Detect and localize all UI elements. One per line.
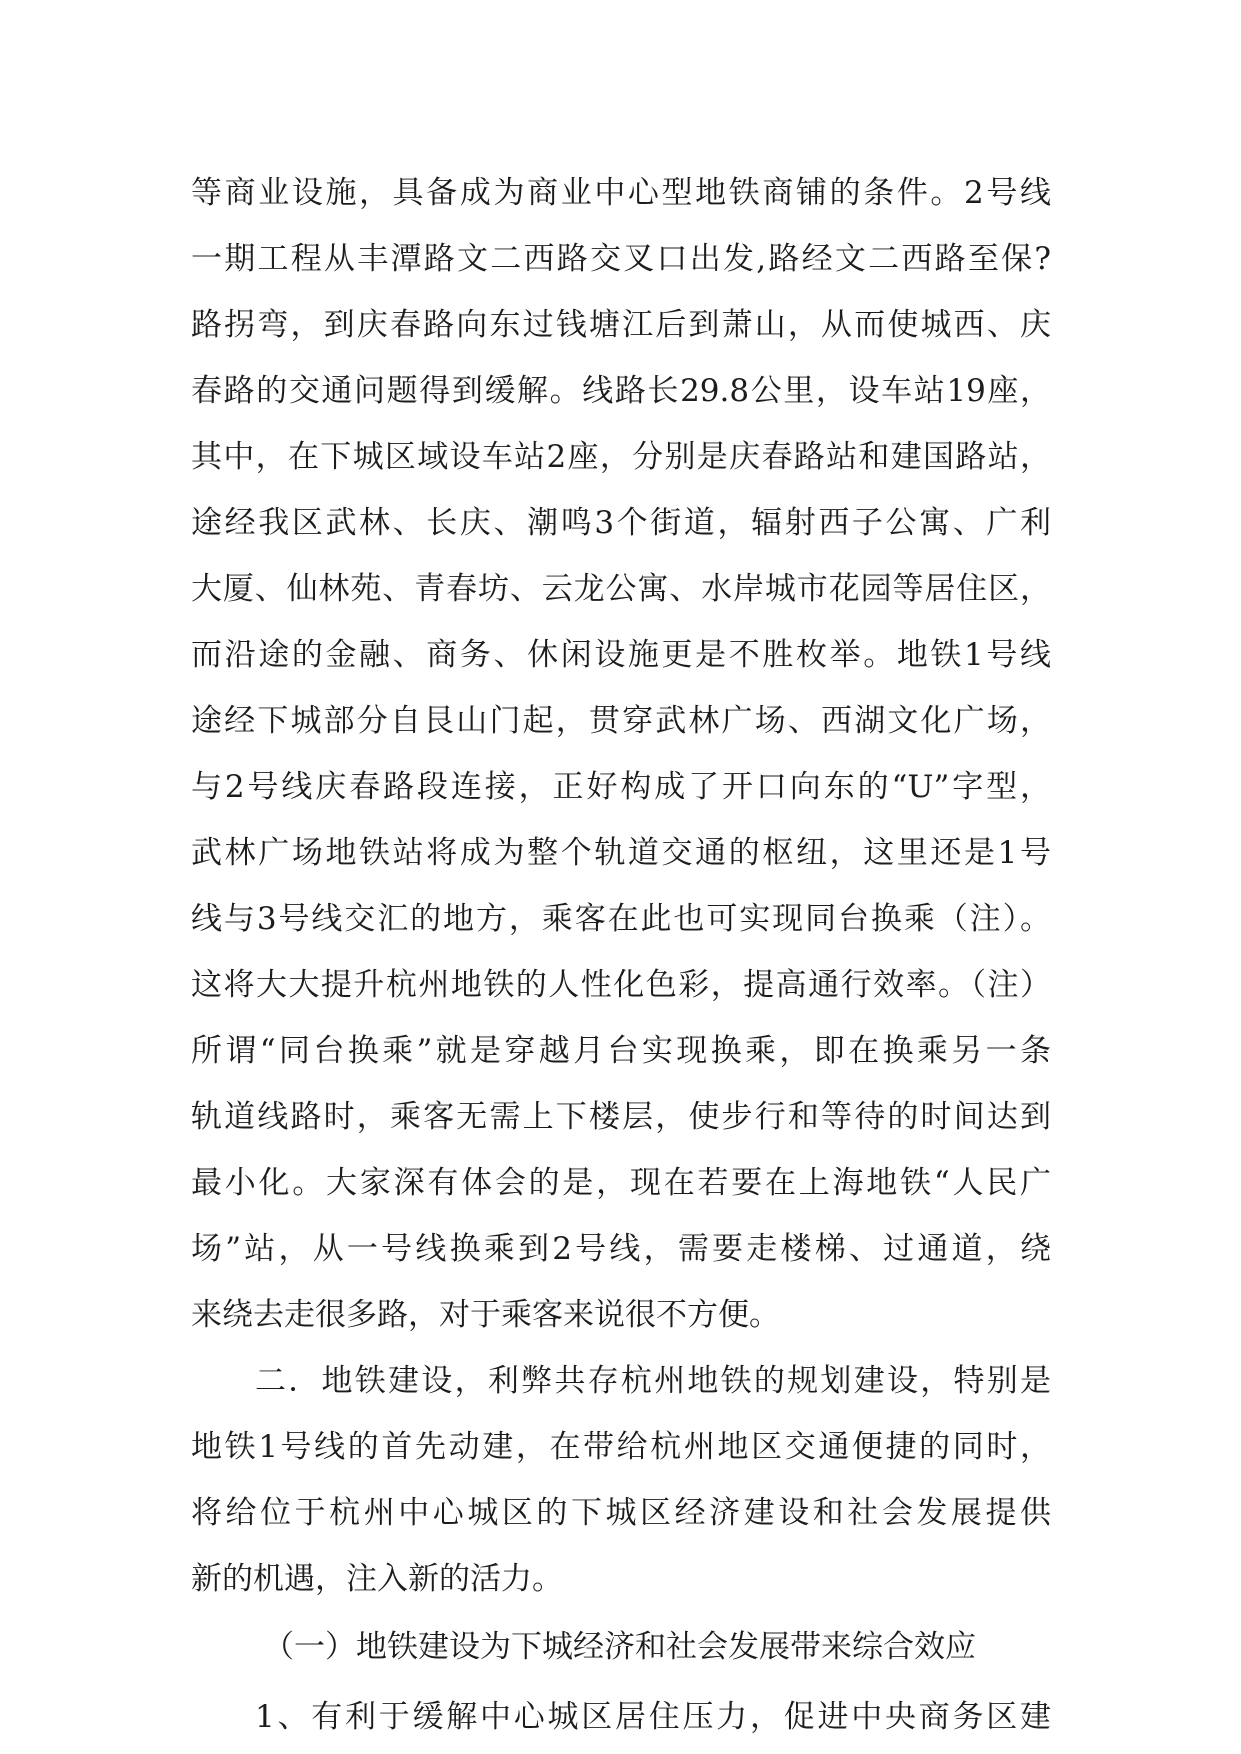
text-line: 将给位于杭州中心城区的下城区经济建设和社会发展提供 bbox=[191, 1495, 1051, 1531]
text-line: 与2号线庆春路段连接，正好构成了开口向东的“U”字型， bbox=[191, 769, 1051, 805]
text-line: 地铁1号线的首先动建，在带给杭州地区交通便捷的同时， bbox=[191, 1429, 1051, 1465]
section-heading: 二．地铁建设，利弊共存杭州地铁的规划建设，特别是 bbox=[255, 1363, 1051, 1399]
text-line: 等商业设施，具备成为商业中心型地铁商铺的条件。2号线 bbox=[191, 175, 1051, 211]
text-line: 所谓“同台换乘”就是穿越月台实现换乘，即在换乘另一条 bbox=[191, 1033, 1051, 1069]
text-line: 这将大大提升杭州地铁的人性化色彩，提高通行效率。（注） bbox=[191, 967, 1051, 1003]
text-line: 一期工程从丰潭路文二西路交叉口出发,路经文二西路至保? bbox=[191, 241, 1051, 277]
text-line: 而沿途的金融、商务、休闲设施更是不胜枚举。地铁1号线 bbox=[191, 637, 1051, 673]
text-line: 来绕去走很多路，对于乘客来说很不方便。 bbox=[191, 1297, 780, 1333]
text-line: 途经下城部分自艮山门起，贯穿武林广场、西湖文化广场， bbox=[191, 703, 1051, 739]
text-line: 其中，在下城区域设车站2座，分别是庆春路站和建国路站， bbox=[191, 439, 1051, 475]
text-line: 1、有利于缓解中心城区居住压力，促进中央商务区建 bbox=[255, 1699, 1051, 1735]
text-line: 春路的交通问题得到缓解。线路长29.8公里，设车站19座， bbox=[191, 373, 1051, 409]
text-line: 最小化。大家深有体会的是，现在若要在上海地铁“人民广 bbox=[191, 1165, 1051, 1201]
subsection-heading: （一）地铁建设为下城经济和社会发展带来综合效应 bbox=[263, 1629, 976, 1665]
text-line: 场”站，从一号线换乘到2号线，需要走楼梯、过通道，绕 bbox=[191, 1231, 1051, 1267]
text-line: 武林广场地铁站将成为整个轨道交通的枢纽，这里还是1号 bbox=[191, 835, 1051, 871]
text-line: 轨道线路时，乘客无需上下楼层，使步行和等待的时间达到 bbox=[191, 1099, 1051, 1135]
text-line: 途经我区武林、长庆、潮鸣3个街道，辐射西子公寓、广利 bbox=[191, 505, 1051, 541]
text-line: 新的机遇，注入新的活力。 bbox=[191, 1561, 563, 1597]
text-line: 大厦、仙林苑、青春坊、云龙公寓、水岸城市花园等居住区， bbox=[191, 571, 1051, 607]
text-line: 线与3号线交汇的地方，乘客在此也可实现同台换乘（注）。 bbox=[191, 901, 1051, 937]
text-line: 路拐弯，到庆春路向东过钱塘江后到萧山，从而使城西、庆 bbox=[191, 307, 1051, 343]
